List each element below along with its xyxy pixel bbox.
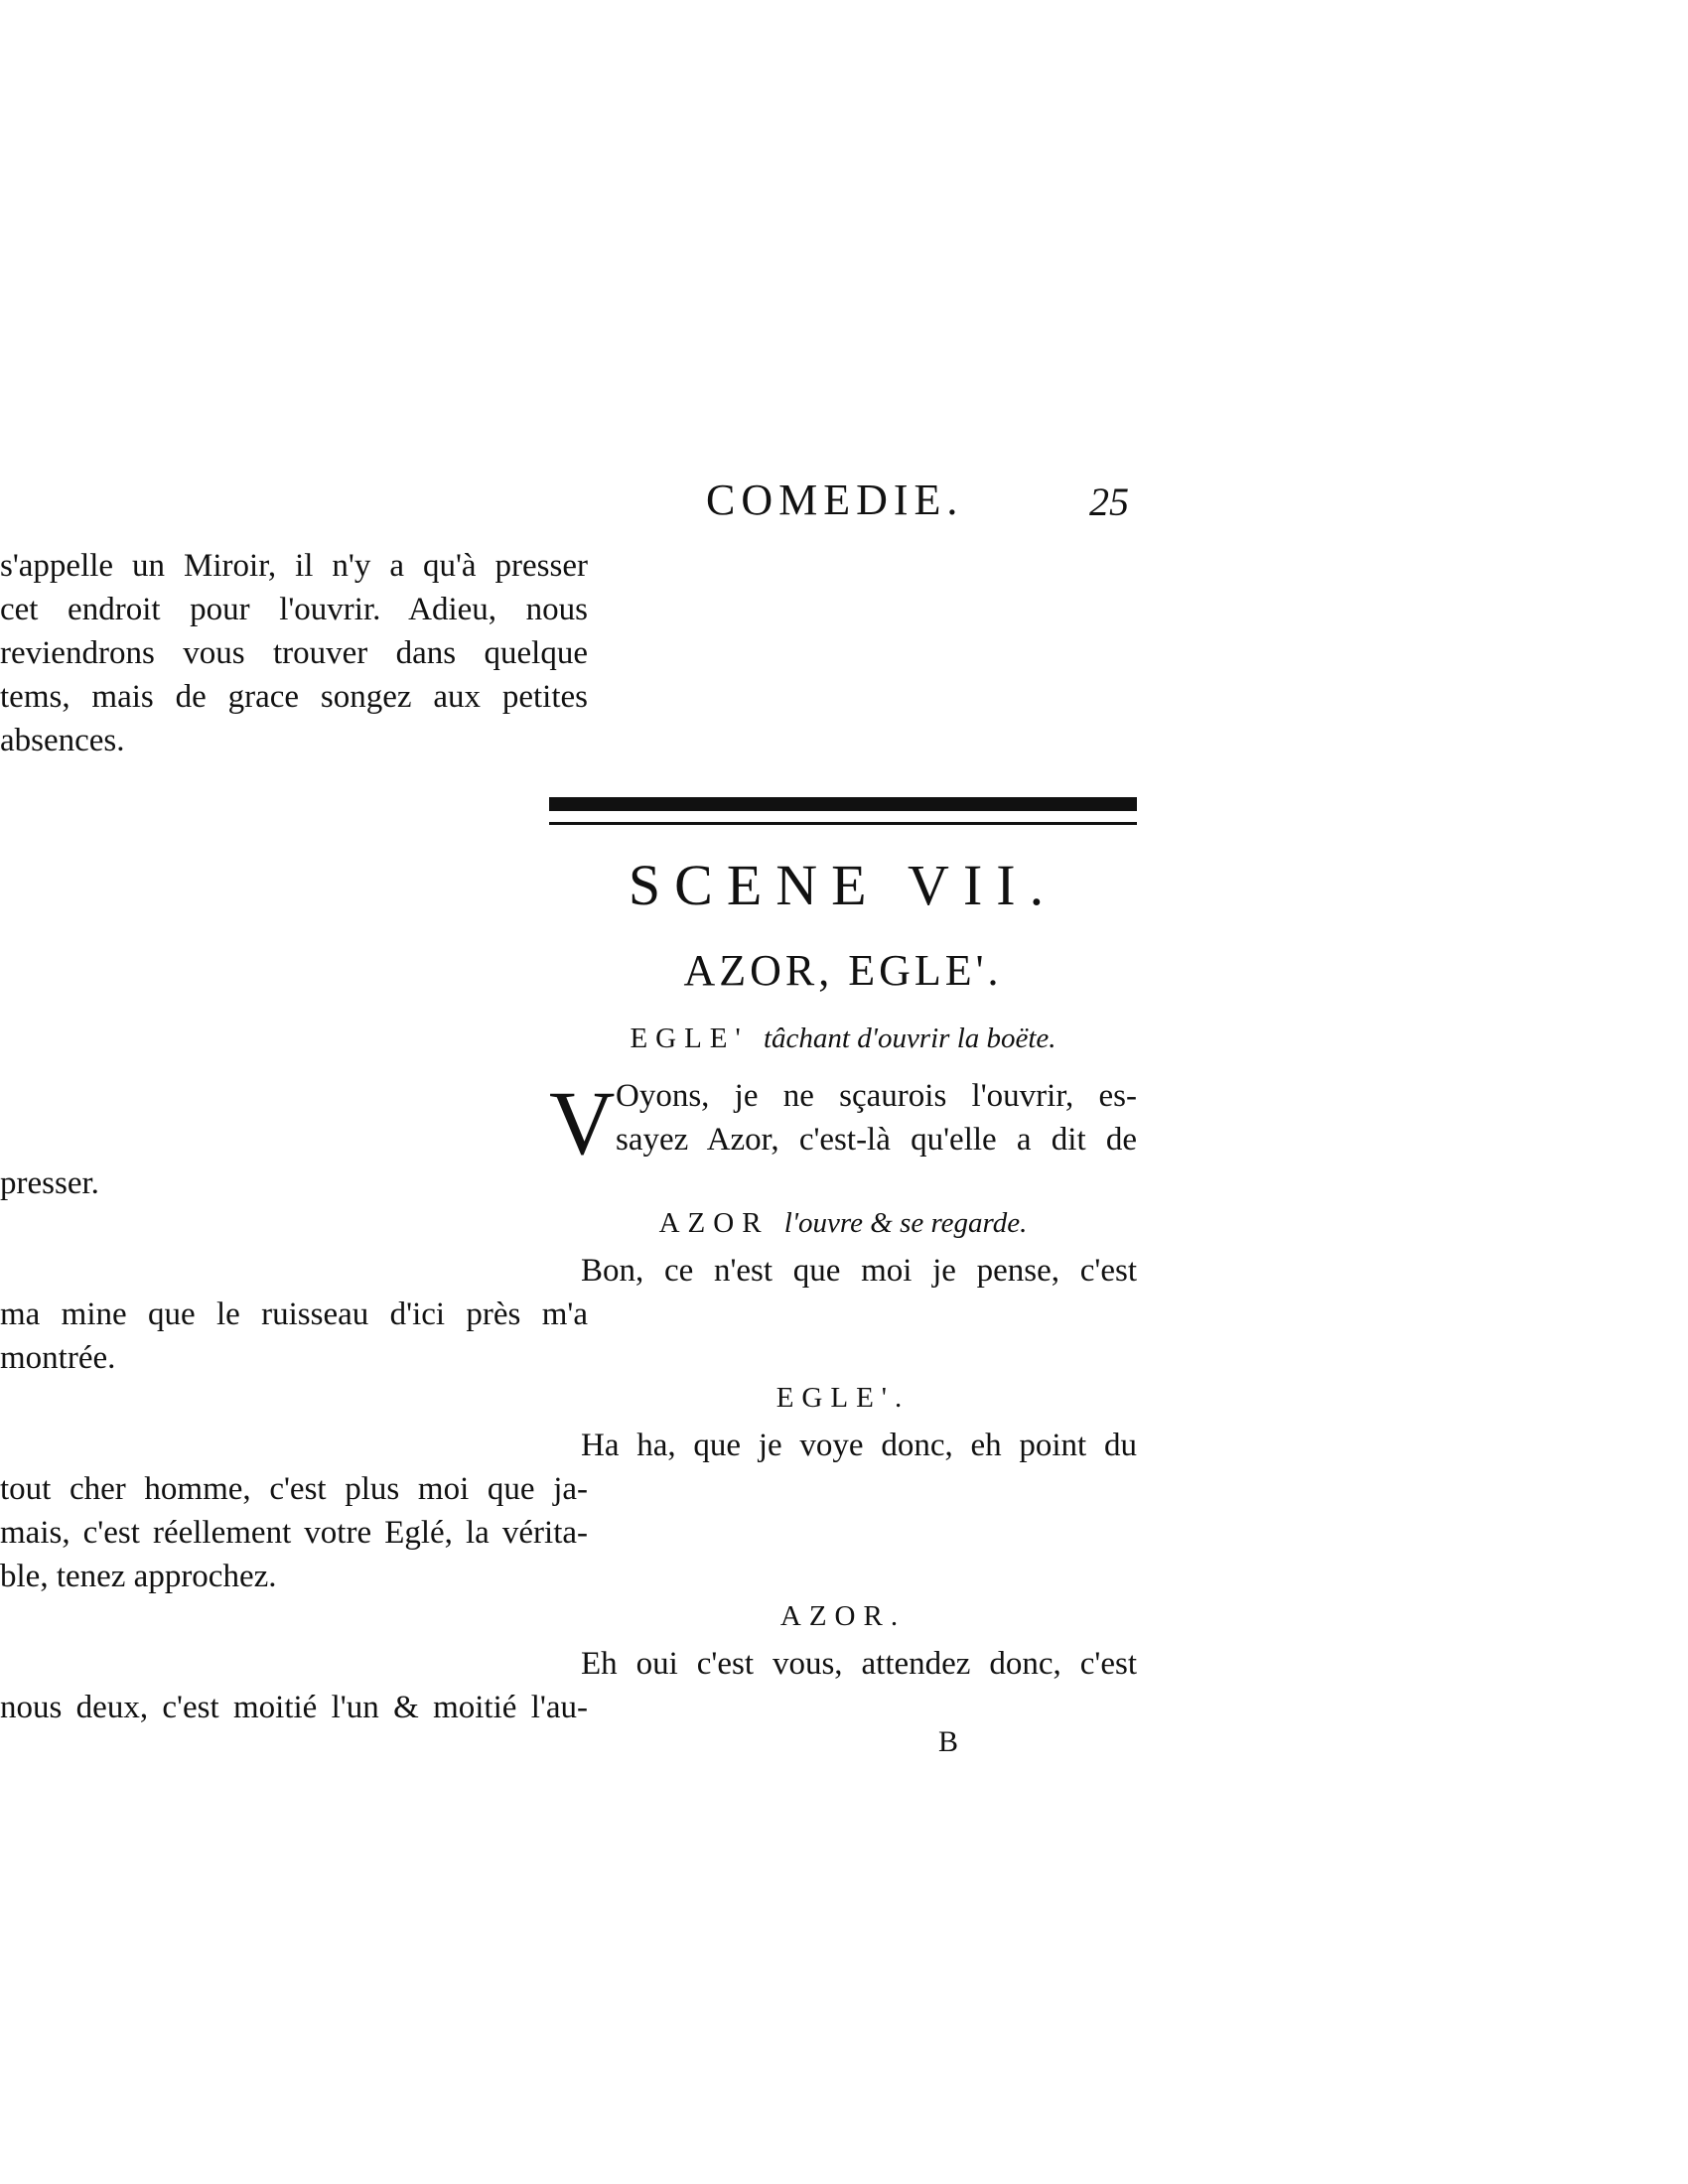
- speaker-name: EGLE'.: [775, 1382, 911, 1414]
- drop-cap: V: [549, 1072, 616, 1173]
- text-line: Ha ha, que je voye donc, eh point du: [581, 1428, 1137, 1463]
- text-line: Eh oui c'est vous, attendez donc, c'est: [581, 1646, 1137, 1682]
- text-line: ma mine que le ruisseau d'ici près m'a: [0, 1297, 588, 1332]
- running-head: [549, 475, 1137, 534]
- text-line: nous deux, c'est moitié l'un & moitié l'au-: [0, 1690, 588, 1725]
- text-line: s'appelle un Miroir, il n'y a qu'à presser: [0, 548, 588, 584]
- page-number: 25: [1089, 479, 1129, 524]
- text-line: ble, tenez approchez.: [0, 1559, 277, 1594]
- text-line: tout cher homme, c'est plus moi que ja-: [0, 1471, 588, 1507]
- text-line: presser.: [0, 1165, 99, 1201]
- speaker-name: EGLE': [630, 1023, 749, 1054]
- text-line: reviendrons vous trouver dans quelque: [0, 635, 588, 671]
- speaker-heading: [549, 1023, 1137, 1055]
- text-line: tems, mais de grace songez aux petites: [0, 679, 588, 715]
- text-line: Bon, ce n'est que moi je pense, c'est: [581, 1253, 1137, 1289]
- speaker-heading: [549, 1207, 1137, 1240]
- scene-title: SCENE VII.: [628, 853, 1058, 917]
- speaker-name: AZOR: [658, 1207, 770, 1239]
- speaker-name: AZOR.: [779, 1600, 907, 1632]
- divider-rule: [549, 822, 1137, 825]
- scene-characters: AZOR, EGLE'.: [683, 946, 1003, 995]
- speaker-heading: [549, 1600, 1137, 1633]
- text-line: sayez Azor, c'est-là qu'elle a dit de: [616, 1122, 1137, 1158]
- stage-direction: l'ouvre & se regarde.: [783, 1207, 1028, 1239]
- text-line: absences.: [0, 723, 125, 758]
- running-title: COMEDIE.: [706, 476, 964, 524]
- speaker-heading: [549, 1382, 1137, 1415]
- text-line: Oyons, je ne sçaurois l'ouvrir, es-: [616, 1078, 1137, 1114]
- stage-direction: tâchant d'ouvrir la boëte.: [764, 1023, 1056, 1054]
- signature-mark: B: [938, 1725, 959, 1758]
- ornamental-rule: [549, 797, 1137, 811]
- text-line: montrée.: [0, 1340, 116, 1376]
- text-line: cet endroit pour l'ouvrir. Adieu, nous: [0, 592, 588, 627]
- text-line: mais, c'est réellement votre Eglé, la vérita-: [0, 1515, 588, 1551]
